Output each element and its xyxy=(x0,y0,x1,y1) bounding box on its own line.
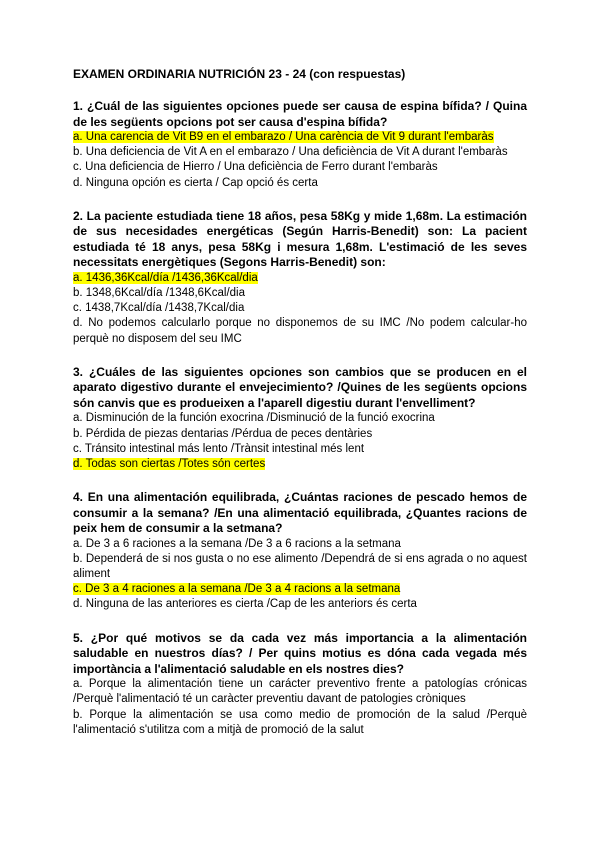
question-text: 1. ¿Cuál de las siguientes opciones puede ser causa de espina bífida? / Quina de les següents opcions pot ser causa d'espina bífida? xyxy=(73,99,527,129)
document-title: EXAMEN ORDINARIA NUTRICIÓN 23 - 24 (con respuestas) xyxy=(73,67,406,81)
answer-option: b. Dependerá de si nos gusta o no ese alimento /Dependrá de si ens agrada o no aquest aliment xyxy=(73,552,527,581)
answer-option xyxy=(73,271,527,286)
answer-option: b. Pérdida de piezas dentarias /Pérdua de peces dentàries xyxy=(73,427,373,440)
answer-option xyxy=(73,457,527,472)
correct-answer-highlight: c. De 3 a 4 raciones a la semana /De 3 a 4 racions a la setmana xyxy=(73,583,401,596)
answer-option xyxy=(73,130,527,145)
answer-option: d. No podemos calcularlo porque no disponemos de su IMC /No podem calcular-ho perquè no disposem del seu IMC xyxy=(73,317,527,345)
question-text: 5. ¿Por qué motivos se da cada vez más importancia a la alimentación saludable en nuestros días? / Per quins motius es dóna cada vegada més importància a l'alimentació saludable en els nostres dies? xyxy=(73,630,527,676)
question-2 xyxy=(73,209,527,347)
answer-option xyxy=(73,582,527,597)
question-4 xyxy=(73,490,527,613)
question-1 xyxy=(73,99,527,191)
answer-option: a. Porque la alimentación tiene un carácter preventivo frente a patologías crónicas /Perquè l'alimentació té un caràcter preventiu davant de patologies cròniques xyxy=(73,678,527,706)
answer-option: c. 1438,7Kcal/día /1438,7Kcal/dia xyxy=(73,302,245,315)
answer-option: c. Tránsito intestinal más lento /Trànsit intestinal més lent xyxy=(73,442,365,455)
question-5 xyxy=(73,631,527,738)
correct-answer-highlight: d. Todas son ciertas /Totes són certes xyxy=(73,457,266,470)
question-text: 2. La paciente estudiada tiene 18 años, pesa 58Kg y mide 1,68m. La estimación de sus necesidades energéticas (Según Harris-Benedit) son: La pacient estudiada té 18 anys, pesa 58Kg i mesura 1,68m. L'estimació de les seves necessitats energètiques (Segons Harris-Benedit) son: xyxy=(73,208,527,270)
answer-option: a. Disminución de la función exocrina /Disminució de la funció exocrina xyxy=(73,412,435,425)
correct-answer-highlight: a. Una carencia de Vit B9 en el embarazo / Una carència de Vit 9 durant l'embaràs xyxy=(73,131,494,143)
answer-option: b. Una deficiencia de Vit A en el embarazo / Una deficiència de Vit A durant l'embaràs xyxy=(73,146,508,159)
question-3 xyxy=(73,365,527,472)
answer-option: d. Ninguna opción es cierta / Cap opció és certa xyxy=(73,176,318,189)
question-text: 4. En una alimentación equilibrada, ¿Cuántas raciones de pescado hemos de consumir a la semana? /En una alimentació equilibrada, ¿Quantes racions de peix hem de consumir a la setmana? xyxy=(73,490,527,536)
answer-option: b. 1348,6Kcal/día /1348,6Kcal/dia xyxy=(73,287,245,300)
question-text: 3. ¿Cuáles de las siguientes opciones son cambios que se producen en el aparato digestivo durante el envejecimiento? /Quines de les següents opcions són canvis que es produeixen a l'aparell digestiu durant l'envelliment? xyxy=(73,364,527,410)
answer-option: b. Porque la alimentación se usa como medio de promoción de la salud /Perquè l'alimentació s'utilitza com a mitjà de promoció de la salut xyxy=(73,708,527,736)
answer-option: c. Una deficiencia de Hierro / Una deficiència de Ferro durant l'embaràs xyxy=(73,161,438,174)
answer-option: d. Ninguna de las anteriores es cierta /Cap de les anteriors és certa xyxy=(73,598,417,611)
correct-answer-highlight: a. 1436,36Kcal/día /1436,36Kcal/dia xyxy=(73,271,258,284)
answer-option: a. De 3 a 6 raciones a la semana /De 3 a 6 racions a la setmana xyxy=(73,537,401,550)
